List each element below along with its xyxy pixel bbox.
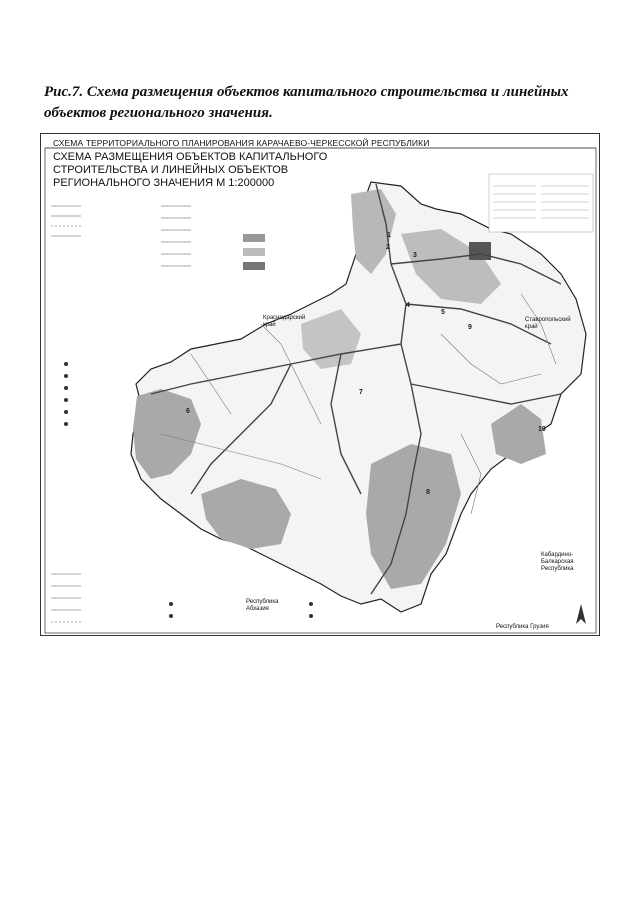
district-number: 6 — [186, 408, 190, 415]
label-line: Абхазия — [246, 606, 269, 612]
label-line: Балкарская — [541, 559, 574, 565]
map-drawing — [41, 134, 600, 636]
map-title-line: СХЕМА РАЗМЕЩЕНИЯ ОБЪЕКТОВ КАПИТАЛЬНОГО — [53, 151, 328, 163]
label-line: край — [525, 324, 538, 330]
label-line: край — [263, 322, 276, 328]
district-number: 9 — [468, 324, 472, 331]
district-number: 1 — [387, 232, 391, 239]
legend-bottom — [51, 574, 81, 622]
district-legend — [489, 174, 593, 232]
label-krasnodar — [263, 315, 305, 329]
protected-zone — [366, 444, 461, 589]
district-number: 3 — [413, 252, 417, 259]
map-title-line: РЕГИОНАЛЬНОГО ЗНАЧЕНИЯ М 1:200000 — [53, 177, 275, 189]
label-line: Республика — [246, 599, 279, 605]
label-georgia: Республика Грузия — [496, 624, 549, 630]
district-number: 4 — [406, 302, 410, 309]
label-stavropol — [525, 317, 571, 331]
legend-left — [51, 206, 191, 266]
district-number: 7 — [359, 389, 363, 396]
district-number: 10 — [538, 426, 546, 433]
label-line: Республика — [541, 566, 574, 572]
map-frame — [40, 133, 600, 636]
legend-zones — [243, 234, 265, 270]
label-abkhazia — [246, 599, 279, 613]
label-kbr — [541, 552, 574, 573]
north-arrow-icon — [576, 604, 586, 624]
district-number: 8 — [426, 489, 430, 496]
figure-caption: Рис.7. Схема размещения объектов капитального строительства и линейных объектов регионального значения. — [44, 84, 569, 121]
urban-area — [469, 242, 491, 260]
label-line: Краснодарский — [263, 315, 306, 321]
map-title-line: СТРОИТЕЛЬСТВА И ЛИНЕЙНЫХ ОБЪЕКТОВ — [53, 164, 289, 176]
map-header: СХЕМА ТЕРРИТОРИАЛЬНОГО ПЛАНИРОВАНИЯ КАРАЧАЕВО-ЧЕРКЕССКОЙ РЕСПУБЛИКИ — [53, 138, 430, 148]
district-number: 5 — [441, 309, 445, 316]
district-number: 2 — [386, 244, 390, 251]
label-line: Кабардино- — [541, 552, 574, 558]
label-line: Ставропольский — [525, 317, 571, 323]
